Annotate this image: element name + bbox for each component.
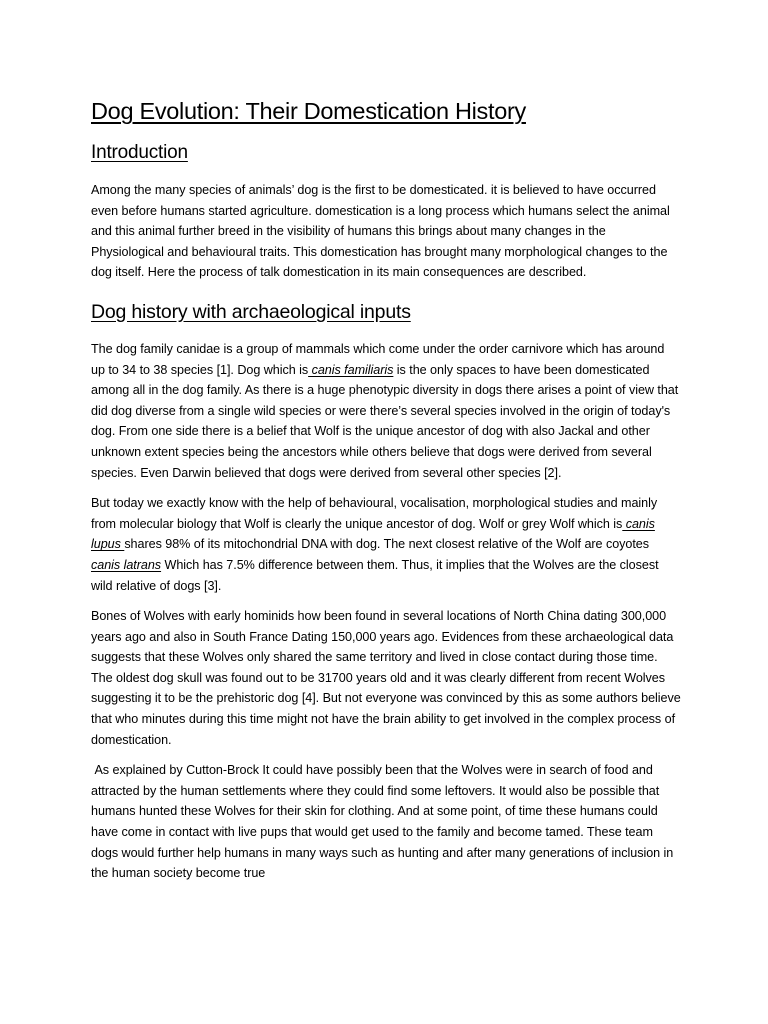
paragraph-text: But today we exactly know with the help of behavioural, vocalisation, morphological studies and mainly from molecular biology that Wolf is clearly the unique ancestor of dog. Wolf or grey Wolf which is (91, 496, 658, 531)
species-name-canis-latrans: canis latrans (91, 557, 162, 572)
introduction-paragraph: Among the many species of animals’ dog is the first to be domesticated. it is believed to have occurred even before humans started agriculture. domestication is a long process which humans select the animal and this animal further breed in the visibility of humans this brings about many changes in the Physiological and behavioural traits. This domestication has brought many morphological changes to the dog itself. Here the process of talk domestication in its main consequences are described. (91, 183, 670, 280)
species-name-canis-familiaris: canis familiaris (308, 362, 394, 377)
paragraph-text: shares 98% of its mitochondrial DNA with dog. The next closest relative of the Wolf are coyotes (124, 537, 649, 552)
archaeological-heading: Dog history with archaeological inputs (91, 300, 411, 323)
archaeology-paragraph-1 (91, 339, 681, 483)
document-body (91, 93, 681, 884)
species-name-canis-lupus: canis lupus (91, 516, 655, 552)
document-title: Dog Evolution: Their Domestication History (91, 98, 526, 124)
introduction-heading: Introduction (91, 142, 188, 163)
paragraph-text: is the only spaces to have been domesticated among all in the dog family. As there is a huge phenotypic diversity in dogs there arises a point of view that did dog diverse from a single wild species or were there’s several species involved in the origin of today's dog. From one side there is a belief that Wolf is the unique ancestor of dog with also Jackal and other unknown extent species being the ancestors while others believe that dogs were derived from several species. Even Darwin believed that dogs were derived from several other species [2]. (91, 362, 679, 480)
archaeology-paragraph-4: As explained by Cutton-Brock It could have possibly been that the Wolves were in search of food and attracted by the human settlements where they could find some leftovers. It would also be possible that humans hunted these Wolves for their skin for clothing. And at some point, of time these humans could have come in contact with live pups that would get used to the family and become tamed. These team dogs would further help humans in many ways such as hunting and after many generations of inclusion in the human society become true (91, 763, 677, 881)
paragraph-text: The dog family canidae is a group of mammals which come under the order carnivore which has around up to 34 to 38 species [1]. Dog which is (91, 341, 665, 377)
paragraph-text: Which has 7.5% difference between them. Thus, it implies that the Wolves are the closest wild relative of dogs [3]. (91, 557, 659, 593)
archaeology-paragraph-3: Bones of Wolves with early hominids how been found in several locations of North China dating 300,000 years ago and also in South France Dating 150,000 years ago. Evidences from these archaeological data suggests that these Wolves only shared the same territory and lived in close contact during those time. The oldest dog skull was found out to be 31700 years old and it was clearly different from recent Wolves suggesting it to be the prehistoric dog [4]. But not everyone was convinced by this as some authors believe that who minutes during this time might not have the brain ability to get involved in the complex process of domestication. (91, 609, 681, 747)
archaeology-paragraph-2 (91, 493, 681, 596)
